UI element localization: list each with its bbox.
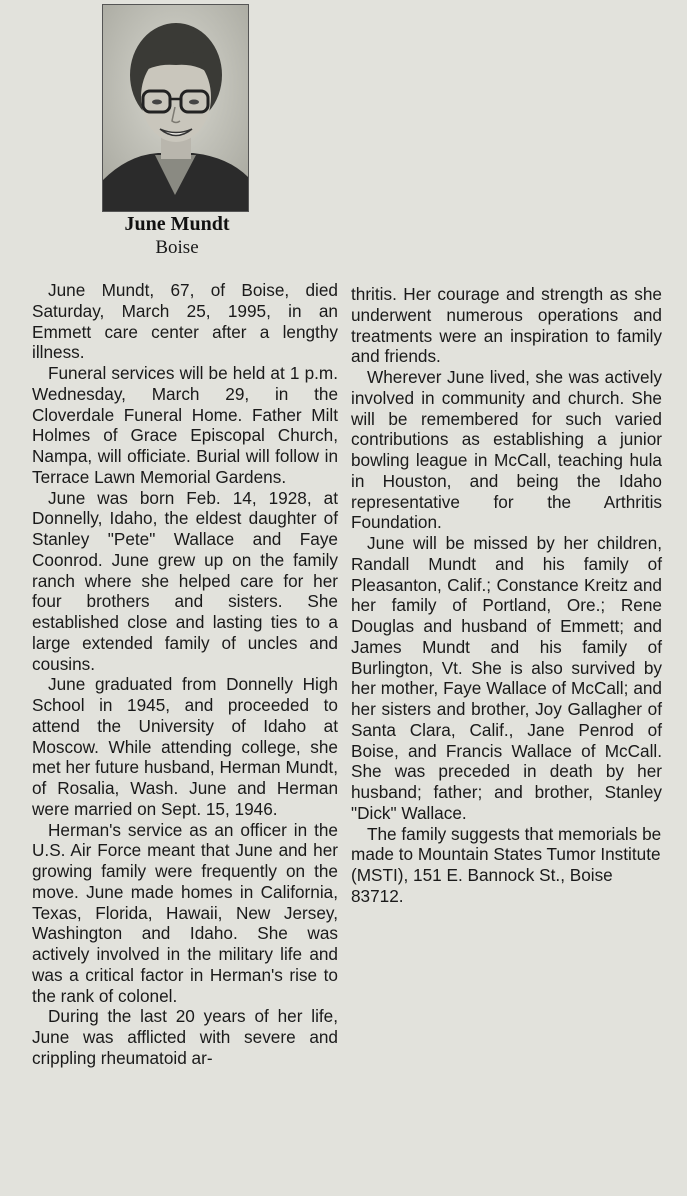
deceased-city: Boise — [155, 237, 199, 258]
paragraph-military-life: Herman's service as an officer in the U.S. Air Force meant that June and her growing family were frequently on the move. June made homes in California, Texas, Florida, Hawaii, New Jersey, Washington and Idaho. She was actively involved in the military life and was a critical factor in Herman's rise to the rank of colonel. — [32, 819, 338, 1006]
paragraph-illness: During the last 20 years of her life, June was afflicted with severe and crippling rheumatoid ar- — [32, 1006, 338, 1068]
portrait-image — [103, 5, 248, 211]
obituary-left-column — [32, 280, 338, 1069]
paragraph-education-marriage: June graduated from Donnelly High School in 1945, and proceeded to attend the University of Idaho at Moscow. While attending college, she met her future husband, Herman Mundt, of Rosalia, Wash. June and Herman were married on Sept. 15, 1946. — [32, 674, 338, 819]
deceased-name: June Mundt — [124, 213, 230, 235]
obituary-right-column — [351, 284, 662, 907]
paragraph-early-life: June was born Feb. 14, 1928, at Donnelly, Idaho, the eldest daughter of Stanley "Pete" Wallace and Faye Coonrod. June grew up on the family ranch where she helped care for her four brothers and sisters. She established close and lasting ties to a large extended family of uncles and cousins. — [32, 487, 338, 674]
paragraph-memorials: The family suggests that memorials be made to Mountain States Tumor Institute (MSTI), 151 E. Bannock St., Boise 83712. — [351, 823, 662, 906]
paragraph-funeral-services: Funeral services will be held at 1 p.m. Wednesday, March 29, in the Cloverdale Funeral Home. Father Milt Holmes of Grace Episcopal Church, Nampa, will officiate. Burial will follow in Terrace Lawn Memorial Gardens. — [32, 363, 338, 487]
portrait-photo — [102, 4, 249, 212]
paragraph-illness-continued: thritis. Her courage and strength as she underwent numerous operations and treatments were an inspiration to family and friends. — [351, 284, 662, 367]
paragraph-community: Wherever June lived, she was actively involved in community and church. She will be remembered for such varied contributions as establishing a junior bowling league in McCall, teaching hula in Houston, and being the Idaho representative for the Arthritis Foundation. — [351, 367, 662, 533]
paragraph-death-notice: June Mundt, 67, of Boise, died Saturday, March 25, 1995, in an Emmett care center after a lengthy illness. — [32, 280, 338, 363]
paragraph-survivors: June will be missed by her children, Randall Mundt and his family of Pleasanton, Calif.; Constance Kreitz and her family of Portland, Ore.; Rene Douglas and husband of Emmett; and James Mundt and his family of Burlington, Vt. She is also survived by her mother, Faye Wallace of McCall; and her sisters and brother, Joy Gallagher of Santa Clara, Calif., Jane Penrod of Boise, and Francis Wallace of McCall. She was preceded in death by her husband; father; and brother, Stanley "Dick" Wallace. — [351, 533, 662, 823]
